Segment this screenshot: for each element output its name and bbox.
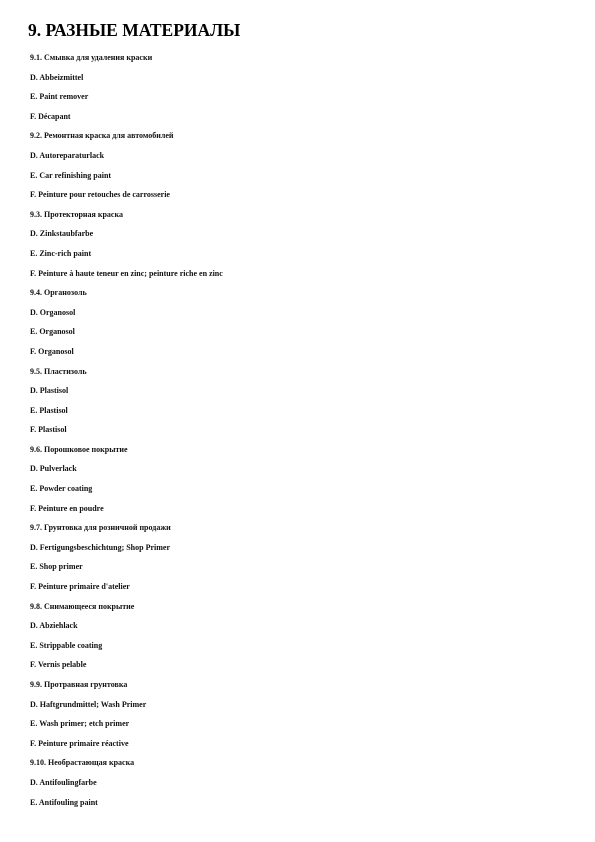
term-entry: D. Plastisol [30,386,69,396]
page-title: 9. РАЗНЫЕ МАТЕРИАЛЫ [28,20,241,40]
term-entry: D. Fertigungsbeschichtung; Shop Primer [30,542,170,552]
term-entry: D. Abbeizmittel [30,72,84,82]
term-entry: F. Peinture pour retouches de carrosserie [30,190,170,200]
term-entry: F. Organosol [30,346,74,356]
term-entry: 9.10. Необрастающая краска [30,758,135,768]
term-entry: 9.1. Смывка для удаления краски [30,53,153,62]
term-entry: F. Peinture en poudre [30,503,104,513]
term-entry: F. Vernis pelable [30,660,87,670]
term-entry: D. Pulverlack [30,464,77,474]
term-entry: E. Plastisol [30,405,68,415]
term-entry: D. Haftgrundmittel; Wash Primer [30,699,147,709]
term-entry: 9.5. Пластизоль [30,366,87,376]
term-entry: E. Zinc-rich paint [30,248,92,258]
term-entry: D. Antifoulingfarbe [30,777,97,787]
term-entry: E. Paint remover [30,92,89,102]
term-entry: F. Peinture primaire d'atelier [30,582,130,592]
term-entry: F. Plastisol [30,425,67,435]
term-entry: D. Organosol [30,307,76,317]
term-entry: E. Antifouling paint [30,797,98,807]
term-entry: E. Powder coating [30,484,93,494]
term-list [30,52,223,816]
term-entry: F. Peinture à haute teneur en zinc; peinture riche en zinc [30,268,223,278]
term-entry: 9.2. Ремонтная краска для автомобилей [30,131,174,141]
term-entry: D. Abziehlack [30,621,78,631]
term-entry: E. Wash primer; etch primer [30,719,130,729]
term-entry: 9.7. Грунтовка для розничной продажи [30,523,171,533]
term-entry: F. Peinture primaire réactive [30,738,129,748]
term-entry: E. Car refinishing paint [30,170,112,180]
term-entry: 9.4. Органозоль [30,288,87,298]
term-entry: 9.3. Протекторная краска [30,209,123,219]
term-entry: E. Organosol [30,327,75,337]
term-entry: D. Zinkstaubfarbe [30,229,94,239]
term-entry: 9.9. Протравная грунтовка [30,680,128,689]
term-entry: E. Strippable coating [30,640,103,650]
term-entry: 9.6. Порошковое покрытие [30,444,128,454]
term-entry: E. Shop primer [30,562,83,572]
term-entry: D. Autoreparaturlack [30,150,105,160]
term-entry: 9.8. Снимающееся покрытие [30,601,135,611]
term-entry: F. Décapant [30,111,71,121]
